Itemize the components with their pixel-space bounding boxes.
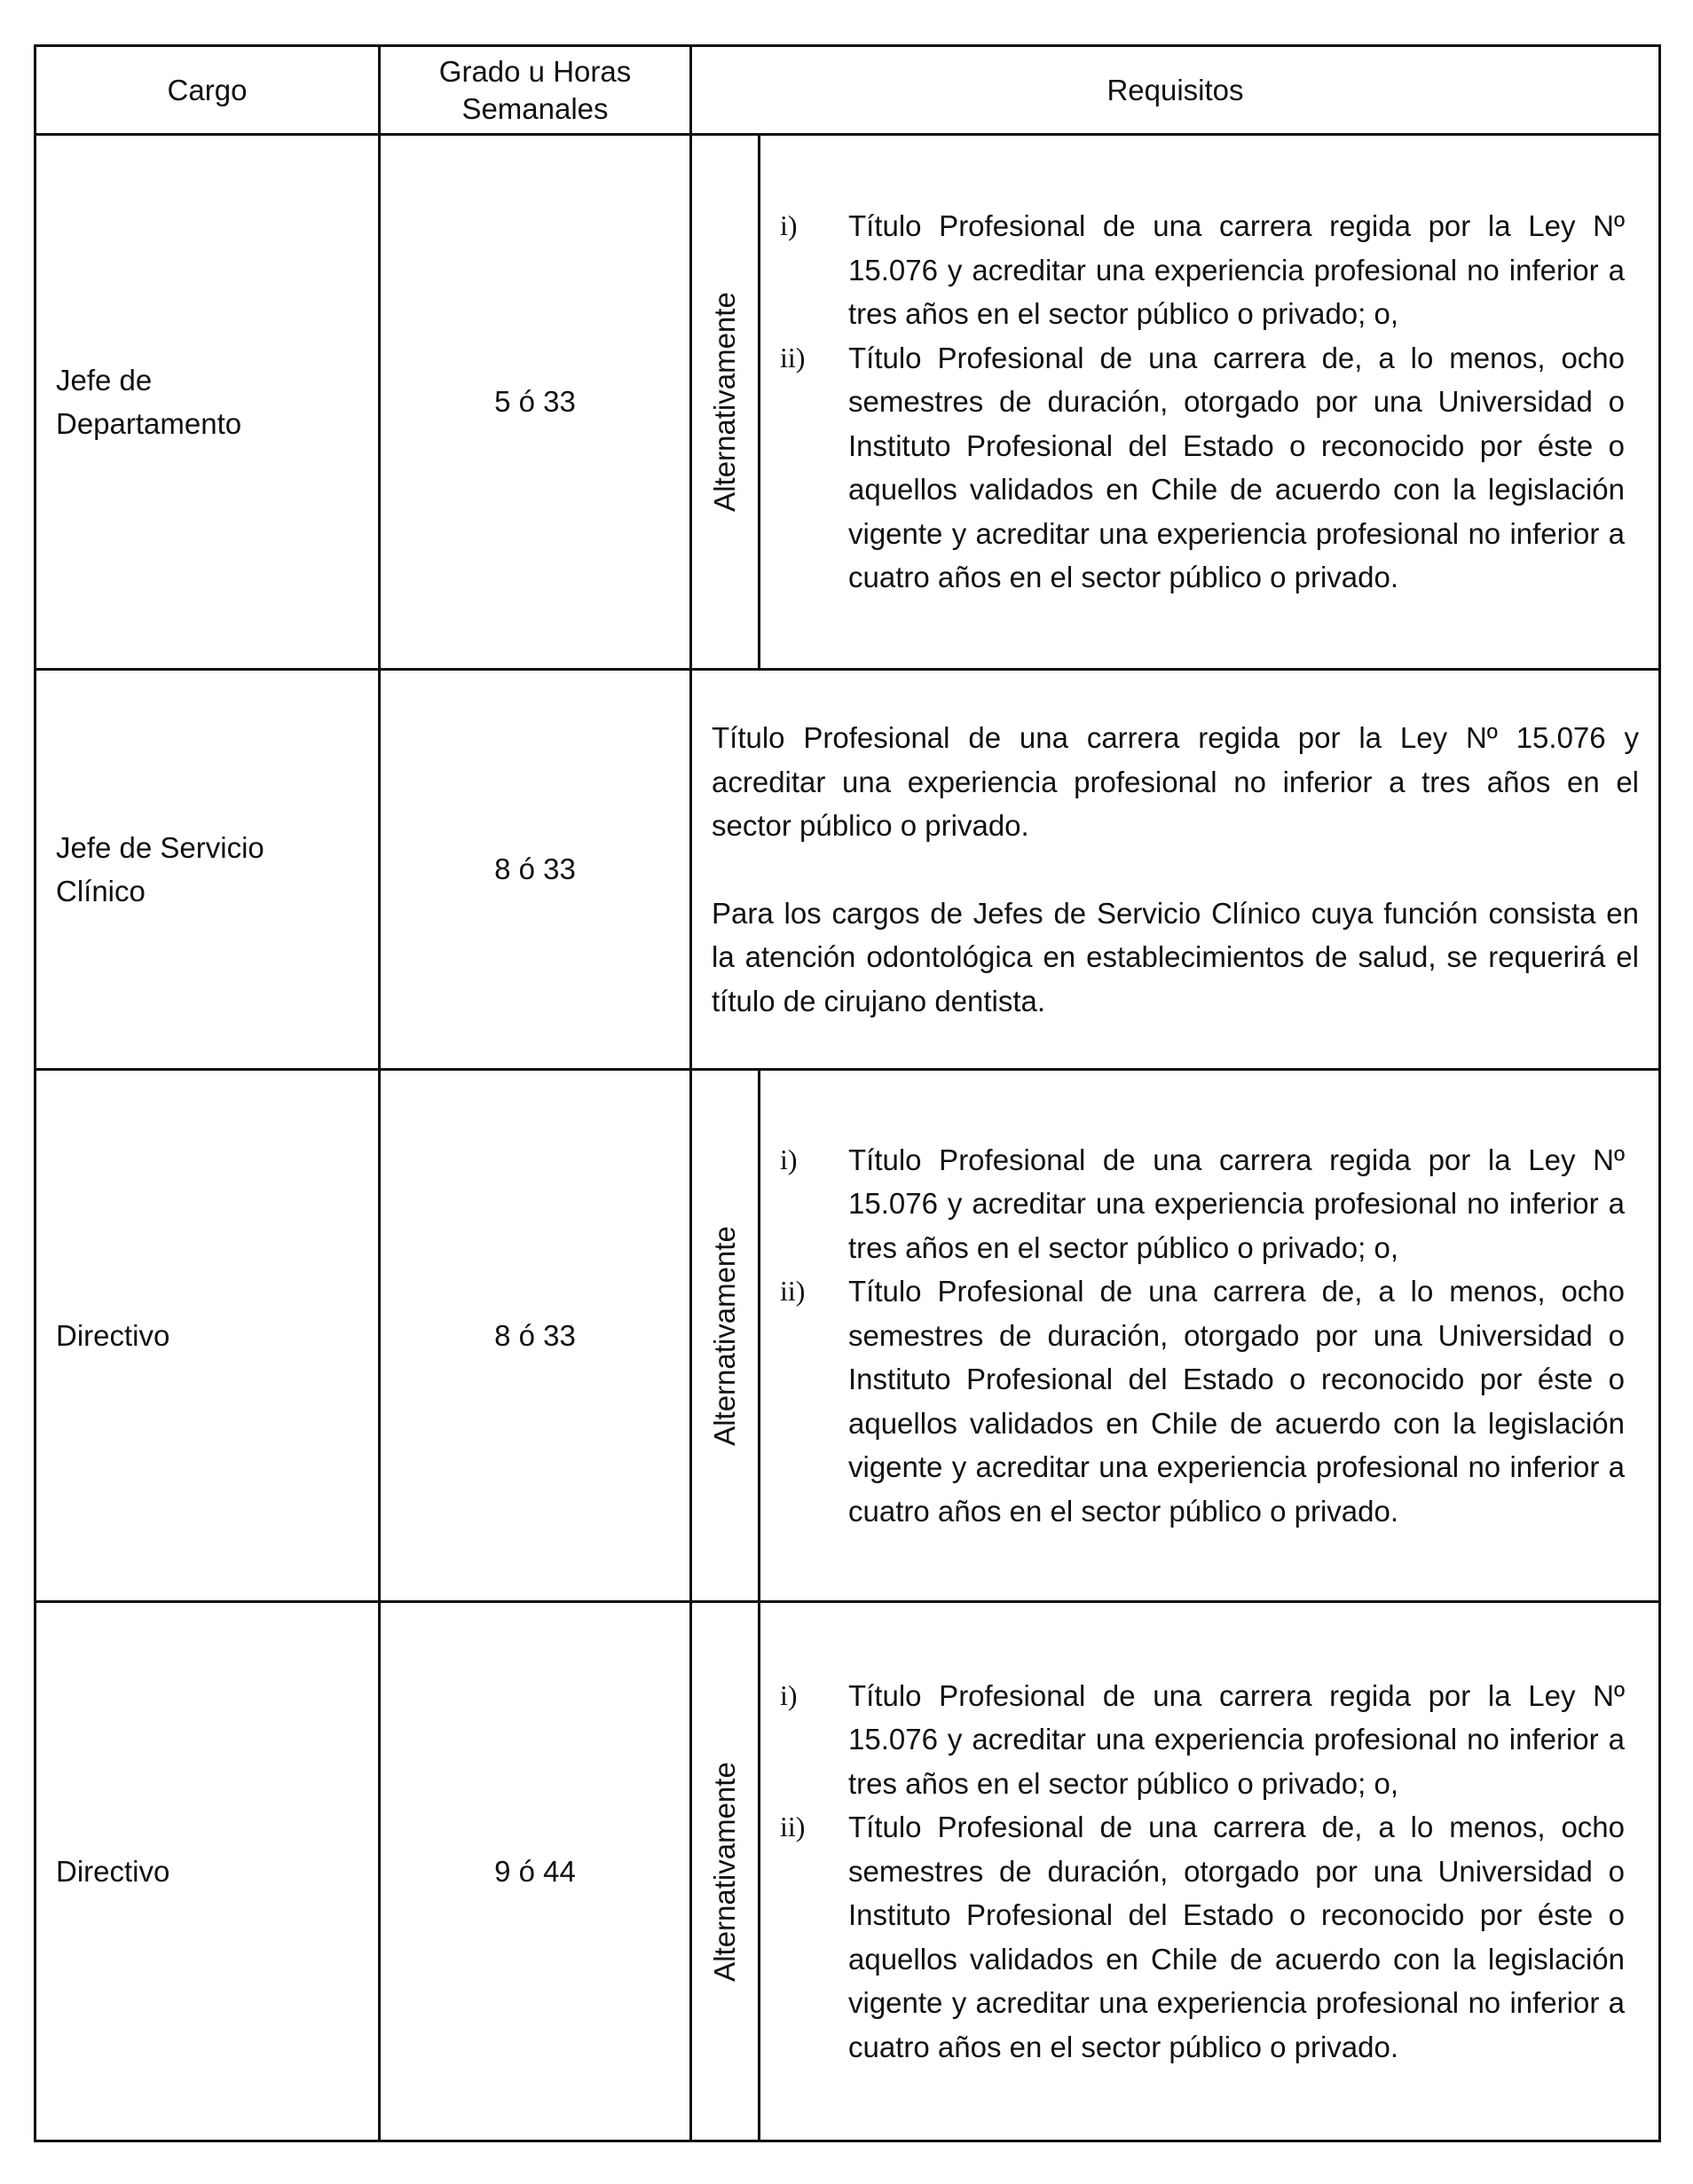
header-cargo: Cargo: [36, 47, 381, 133]
cargo-cell: [36, 671, 381, 1068]
requirements-list: [760, 204, 1658, 600]
list-item: [780, 1138, 1625, 1270]
table-row: [36, 1603, 1658, 2140]
grado-cell: 5 ó 33: [381, 136, 692, 668]
table-row: [36, 671, 1658, 1071]
item-marker: i): [780, 209, 798, 242]
cargo-cell: Directivo: [36, 1071, 381, 1600]
item-text: Título Profesional de una carrera regida por la Ley Nº 15.076 y acreditar una experiencia profesional no inferior a tres años en el sector público o privado; o,: [848, 1143, 1625, 1264]
requirements-text: [692, 716, 1658, 1023]
item-text: Título Profesional de una carrera de, a lo menos, ocho semestres de duración, otorgado por una Universidad o Instituto Profesional del Estado o reconocido por éste o aquellos validados en Chile de acuerdo con la legislación vigente y acreditar una experiencia profesional no inferior a cuatro años en el sector público o privado.: [848, 1811, 1625, 2063]
list-item: [780, 1269, 1625, 1533]
item-marker: ii): [780, 1811, 806, 1843]
table-row: [36, 136, 1658, 671]
requirement-paragraph: Para los cargos de Jefes de Servicio Clínico cuya función consista en la atención odontológica en establecimientos de salud, se requerirá el título de cirujano dentista.: [712, 896, 1639, 1017]
requirements-table: [34, 44, 1661, 2142]
header-grado: Grado u Horas Semanales: [381, 47, 692, 133]
item-marker: ii): [780, 341, 806, 373]
item-marker: ii): [780, 1275, 806, 1308]
alt-label: Alternativamente: [708, 1761, 741, 1982]
grado-cell: 9 ó 44: [381, 1603, 692, 2140]
alt-label-cell: [692, 1071, 760, 1600]
item-text: Título Profesional de una carrera regida por la Ley Nº 15.076 y acreditar una experiencia profesional no inferior a tres años en el sector público o privado; o,: [848, 1678, 1625, 1800]
grado-cell: 8 ó 33: [381, 671, 692, 1068]
cargo-text: Jefe de Servicio Clínico: [56, 831, 264, 907]
list-item: [780, 336, 1625, 600]
item-marker: i): [780, 1678, 798, 1711]
cargo-cell: [36, 136, 381, 668]
alt-label: Alternativamente: [708, 1225, 741, 1446]
header-requisitos: Requisitos: [1106, 73, 1244, 106]
item-text: Título Profesional de una carrera de, a lo menos, ocho semestres de duración, otorgado por una Universidad o Instituto Profesional del Estado o reconocido por éste o aquellos validados en Chile de acuerdo con la legislación vigente y acreditar una experiencia profesional no inferior a cuatro años en el sector público o privado.: [848, 1275, 1625, 1528]
cargo-cell: Directivo: [36, 1603, 381, 2140]
alt-label-cell: [692, 1603, 760, 2140]
item-marker: i): [780, 1143, 798, 1175]
list-item: [780, 1674, 1625, 1806]
item-text: Título Profesional de una carrera regida por la Ley Nº 15.076 y acreditar una experiencia profesional no inferior a tres años en el sector público o privado; o,: [848, 209, 1625, 331]
requirements-list: [760, 1674, 1658, 2070]
list-item: [780, 204, 1625, 336]
list-item: [780, 1805, 1625, 2069]
table-header-row: [36, 47, 1658, 136]
table-row: [36, 1071, 1658, 1603]
grado-cell: 8 ó 33: [381, 1071, 692, 1600]
requirement-paragraph: Título Profesional de una carrera regida por la Ley Nº 15.076 y acreditar una experiencia profesional no inferior a tres años en el sector público o privado.: [712, 721, 1639, 842]
cargo-text: Jefe de Departamento: [56, 364, 242, 440]
item-text: Título Profesional de una carrera de, a lo menos, ocho semestres de duración, otorgado por una Universidad o Instituto Profesional del Estado o reconocido por éste o aquellos validados en Chile de acuerdo con la legislación vigente y acreditar una experiencia profesional no inferior a cuatro años en el sector público o privado.: [848, 341, 1625, 594]
requirements-list: [760, 1138, 1658, 1534]
alt-label-cell: [692, 136, 760, 668]
alt-label: Alternativamente: [708, 292, 741, 512]
